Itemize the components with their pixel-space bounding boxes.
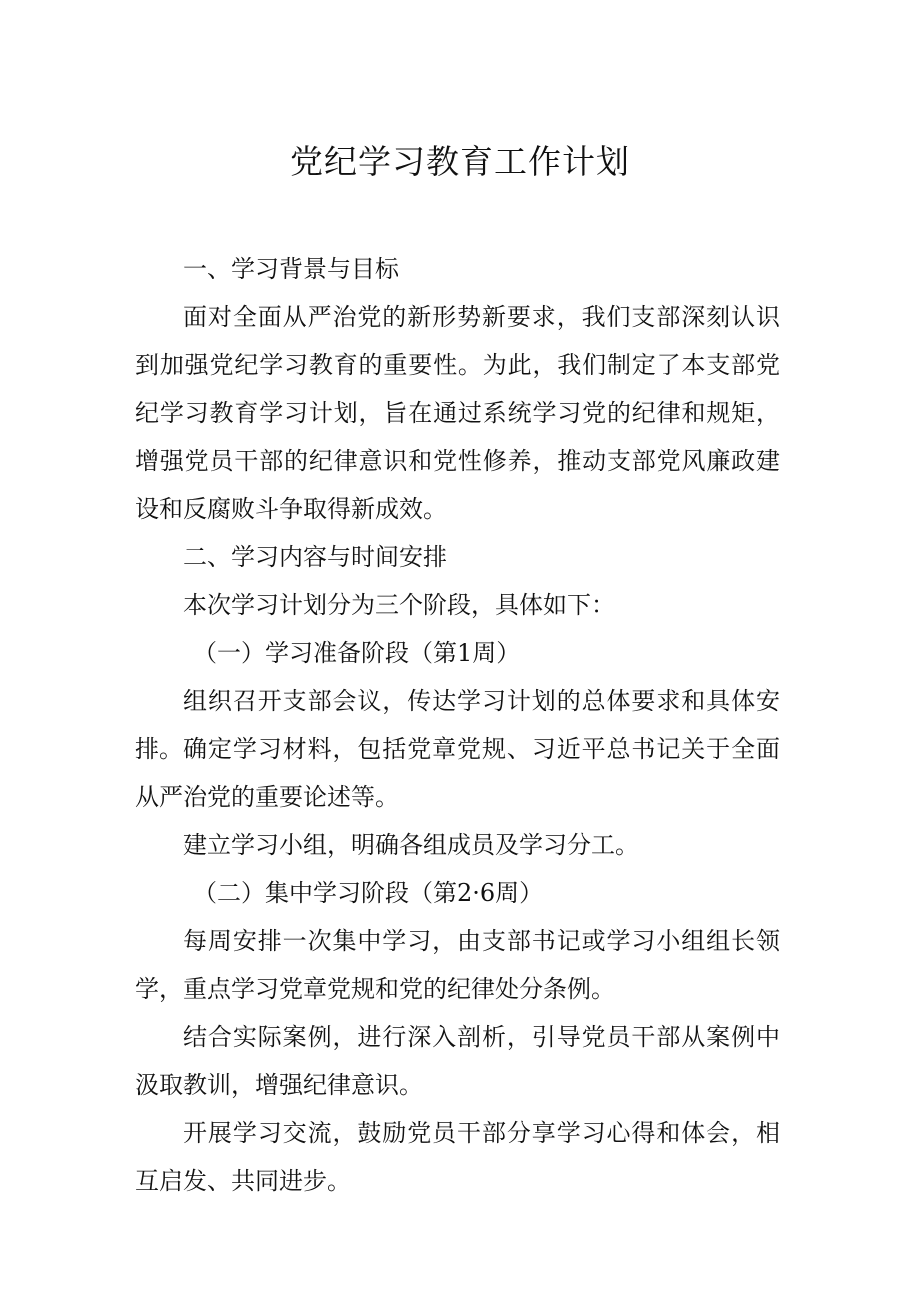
paragraph-phase1-groups: 建立学习小组，明确各组成员及学习分工。 bbox=[183, 831, 639, 859]
paragraph-phase1-meeting: 组织召开支部会议，传达学习计划的总体要求和具体安排。 bbox=[135, 687, 780, 763]
subheading-phase-2: （二）集中学习阶段（第2·6周） bbox=[193, 879, 544, 907]
section-heading-1: 一、学习背景与目标 bbox=[183, 255, 399, 283]
subheading-phase-1: （一）学习准备阶段（第1周） bbox=[193, 639, 521, 667]
paragraph-phase2-cases: 结合实际案例，进行深入剖析，引导党员干部从案例中汲取教训，增强纪律意识。 bbox=[135, 1023, 780, 1099]
paragraph-phase1-materials: 确定学习材料，包括党章党规、习近平总书记关于全面从严治党的重要论述等。 bbox=[135, 735, 780, 811]
section-heading-2: 二、学习内容与时间安排 bbox=[183, 543, 447, 571]
document-title: 党纪学习教育工作计划 bbox=[290, 142, 630, 181]
paragraph-phase2-weekly: 每周安排一次集中学习，由支部书记或学习小组组长领学，重点学习党章党规和党的纪律处分条例。 bbox=[135, 927, 780, 1003]
paragraph-background: 面对全面从严治党的新形势新要求，我们支部深刻认识到加强党纪学习教育的重要性。为此，我们制定了本支部党纪学习教育学习计划，旨在通过系统学习党的纪律和规矩，增强党员干部的纪律意识和党性修养，推动支部党风廉政建设和反腐败斗争取得新成效。 bbox=[135, 303, 780, 523]
paragraph-phases-intro: 本次学习计划分为三个阶段，具体如下： bbox=[183, 591, 615, 619]
paragraph-phase2-exchange: 开展学习交流，鼓励党员干部分享学习心得和体会，相互启发、共同进步。 bbox=[135, 1119, 780, 1195]
